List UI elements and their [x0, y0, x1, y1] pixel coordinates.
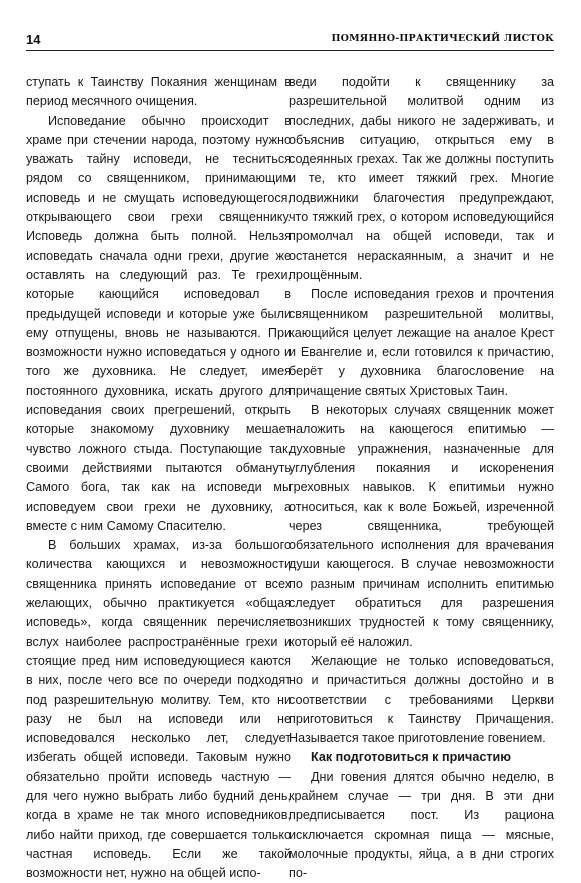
page-number: 14 [26, 32, 41, 47]
paragraph: Дни говения длятся обычно неделю, в крайнем случае — три дня. В эти дни предписывается пост. Из рациона исключается скромная пища — мясные, молочные продукты, яйца, а в дни строгих по- [289, 769, 554, 881]
paragraph: В некоторых случаях священник может наложить на кающегося епитимью — духовные упражнения, назначенные для углубления покаяния и искоренения греховных навыков. К епитимьи нужно относиться, как к воле Божьей, изреченной через священника, требующей обязательного исполнения для врачевания души кающегося. В случае невозможности по разным причинам исполнить епитимью следует обратиться для разрешения возникших трудностей к тому священнику, который её наложил. [289, 403, 554, 649]
paragraph: Исповедание обычно происходит в храме при стечении народа, поэтому нужно уважать тайну исповеди, не тесниться рядом со священником, принимающим исповедь и не смущать исповедующегося, открывающего свои грехи священнику. Исповедь должна быть полной. Нельзя исповедать сначала одни грехи, другие же оставлять на следующий раз. Те грехи, которые кающийся исповедовал в предыдущей исповеди и которые уже были ему отпущены, вновь не называются. При возможности нужно исповедаться у одного и того же духовника. Не следует, имея постоянного духовника, искать другого для исповедания своих прегрешений, открыть которые знакомому духовнику мешает чувство ложного стыда. Поступающие так, своими действиями пытаются обмануть Самого бога, так как на исповеди мы исповедуем свои грехи не духовнику, а вместе с ним Самому Спасителю. [26, 113, 291, 533]
right-column [289, 73, 554, 883]
paragraph: ступать к Таинству Покаяния женщинам в период месячного очищения. [26, 75, 291, 109]
paragraph: веди подойти к священнику за разрешительной молитвой одним из последних, дабы никого не задерживать, и объяснив ситуацию, открыться ему в содеянных грехах. Так же должны поступить и те, кто имеет тяжкий грех. Многие подвижники благочестия предупреждают, что тяжкий грех, о котором исповедующийся промолчал на общей исповеди, так и останется нераскаянным, а значит и не прощённым. [289, 75, 554, 282]
running-title: ПОМЯННО-ПРАКТИЧЕСКИЙ ЛИСТОК [331, 33, 554, 44]
paragraph: В больших храмах, из-за большого количества кающихся и невозможности священника принять исповедание от всех желающих, обычно практикуется «общая исповедь», когда священник перечисляет вслух наиболее распространённые грехи и стоящие пред ним исповедующиеся каются в них, после чего все по очереди подходят под разрешительную молитву. Тем, кто ни разу не был на исповеди или не исповедовался несколько лет, следует избегать общей исповеди. Таковым нужно обязательно пройти исповедь частную — для чего нужно выбрать либо будний день, когда в храме не так много исповедников, либо найти приход, где совершается только частная исповедь. Если же такой возможности нет, нужно на общей испо- [26, 538, 291, 881]
section-subheading: Как подготовиться к причастию [311, 750, 511, 765]
page-header [26, 28, 554, 48]
paragraph: Желающие не только исповедоваться, но и причаститься должны достойно и в соответствии с требованиями Церкви приготовиться к Таинству Причащения. Называется такое приготовление говением. [289, 653, 554, 746]
paragraph: После исповедания грехов и прочтения священником разрешительной молитвы, кающийся целует лежащие на аналое Крест и Евангелие и, если готовился к причастию, берёт у духовника благословение на причащение святых Христовых Таин. [289, 287, 554, 398]
header-divider [26, 50, 554, 51]
left-column [26, 73, 291, 883]
